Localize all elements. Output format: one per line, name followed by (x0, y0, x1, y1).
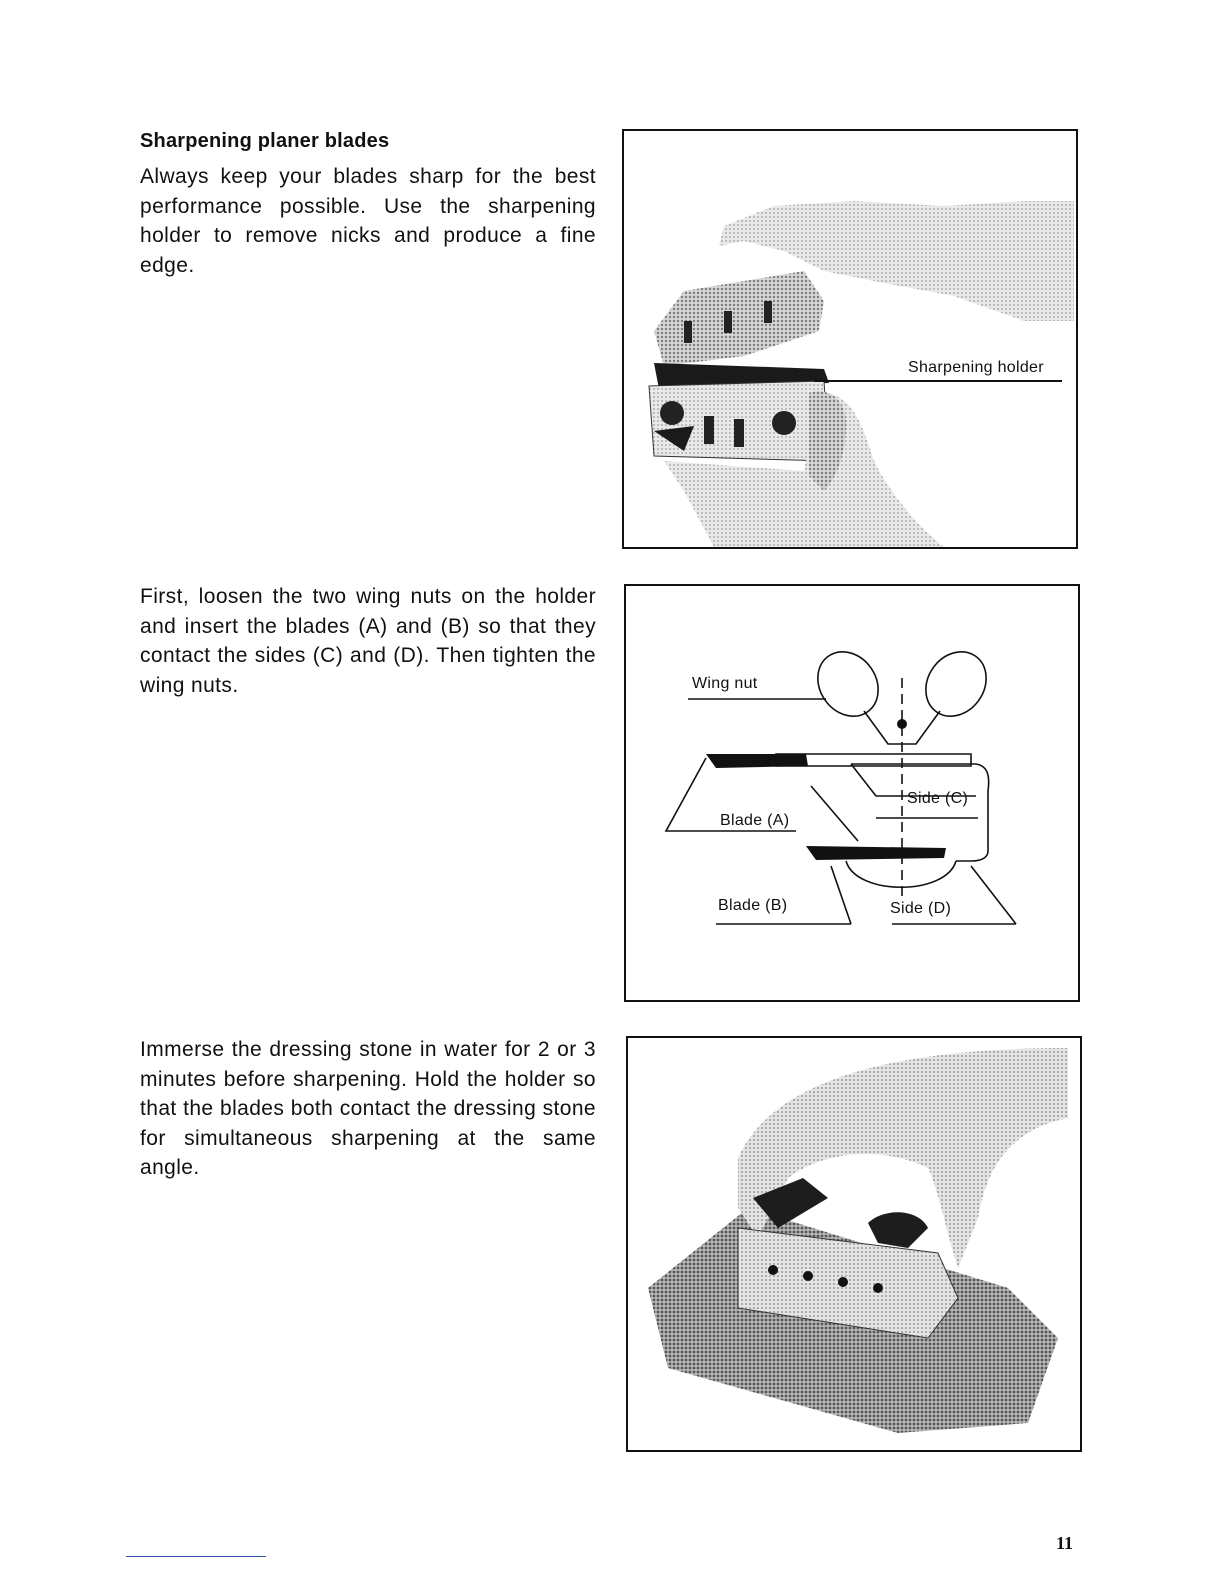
dressing-stone-photo (626, 1036, 1082, 1452)
dressing-stone-illustration (628, 1038, 1080, 1450)
blade-b-label: Blade (B) (718, 897, 788, 914)
side-d-label: Side (D) (890, 900, 952, 917)
wing-nut-drawing (626, 586, 1078, 1000)
footer-rule (126, 1556, 266, 1557)
wing-nut-diagram (624, 584, 1080, 1002)
section-heading: Sharpening planer blades (140, 130, 390, 152)
sharpening-holder-label: Sharpening holder (908, 359, 1044, 376)
wing-nut-label: Wing nut (692, 675, 758, 692)
dressing-stone-paragraph: Immerse the dressing stone in water for 2 or 3 minutes before sharpening. Hold the holder so that the blades both contact the dressing stone for simultaneous sharpening at the same angle. (140, 1038, 596, 1179)
wing-nut-paragraph: First, loosen the two wing nuts on the holder and insert the blades (A) and (B) so that they contact the sides (C) and (D). Then tighten the wing nuts. (140, 585, 596, 697)
page-number: 11 (1056, 1533, 1074, 1553)
side-c-label: Side (C) (907, 790, 969, 807)
blade-a-label: Blade (A) (720, 812, 790, 829)
sharpening-holder-illustration (624, 131, 1076, 547)
intro-paragraph: Always keep your blades sharp for the best performance possible. Use the sharpening holder to remove nicks and produce a fine edge. (140, 165, 596, 277)
sharpening-holder-photo (622, 129, 1078, 549)
